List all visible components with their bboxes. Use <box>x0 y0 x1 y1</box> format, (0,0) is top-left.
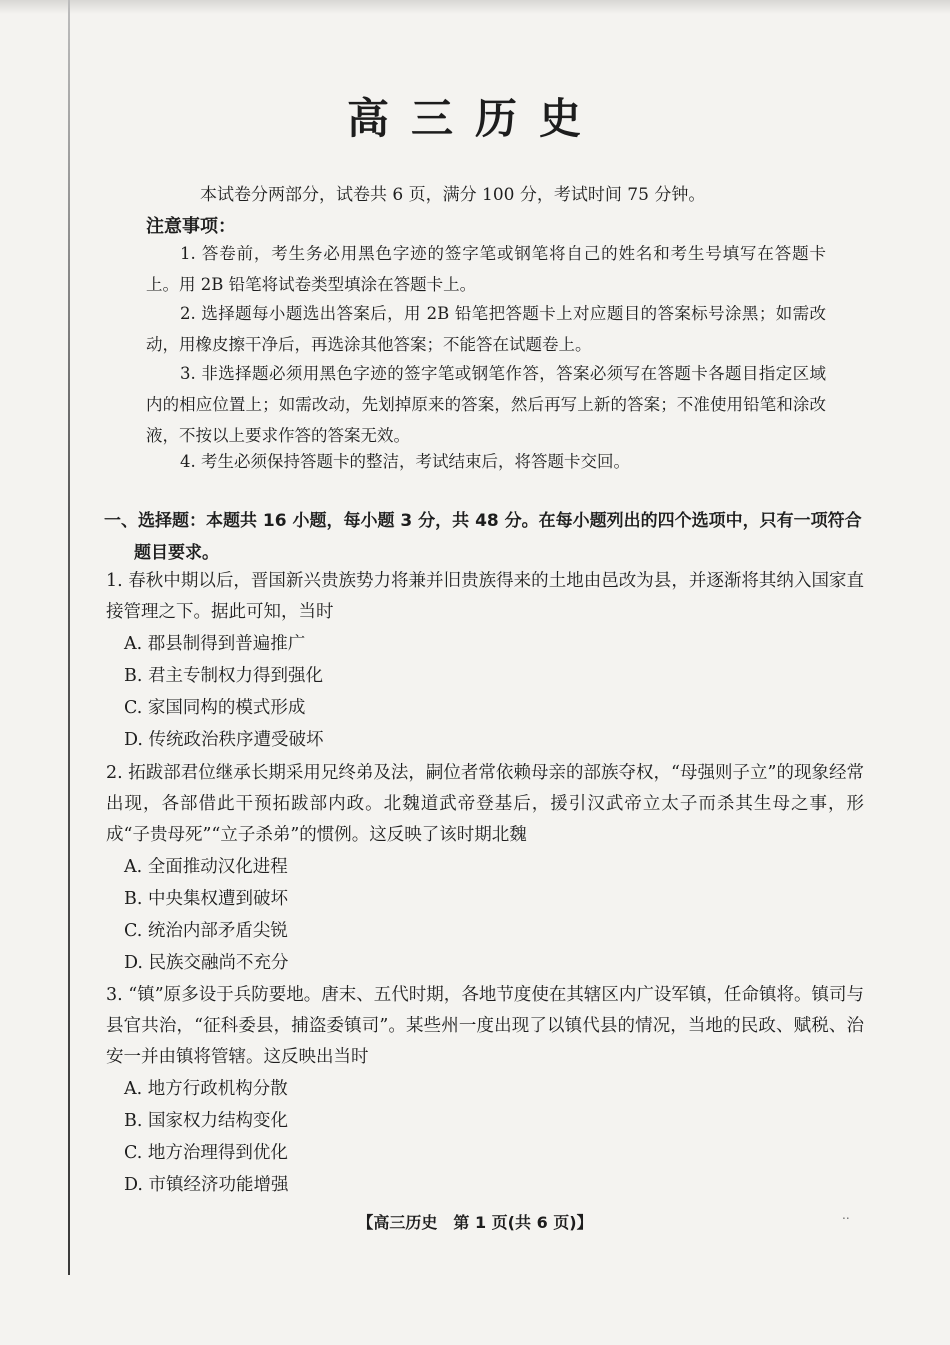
question-3-option-c: C. 地方治理得到优化 <box>124 1143 288 1163</box>
footer-mark: .. <box>842 1208 850 1222</box>
notes-heading: 注意事项： <box>146 216 236 237</box>
question-1-option-c: C. 家国同构的模式形成 <box>124 698 306 718</box>
exam-intro: 本试卷分两部分，试卷共 6 页，满分 100 分，考试时间 75 分钟。 <box>200 185 706 205</box>
question-3-option-a: A. 地方行政机构分散 <box>124 1079 288 1099</box>
scan-edge-top <box>0 0 950 14</box>
page-footer: 【高三历史 第 1 页(共 6 页)】 <box>357 1213 593 1232</box>
question-2-stem: 2. 拓跋部君位继承长期采用兄终弟及法，嗣位者常依赖母亲的部族夺权，“母强则子立”的现象经常出现，各部借此干预拓跋部内政。北魏道武帝登基后，援引汉武帝立太子而杀其生母之事，形成“子贵母死”“立子杀弟”的惯例。这反映了该时期北魏 <box>106 763 864 845</box>
scan-edge-left <box>68 0 70 1275</box>
question-3-option-b: B. 国家权力结构变化 <box>124 1111 288 1131</box>
note-item-3: 3. 非选择题必须用黑色字迹的签字笔或钢笔作答，答案必须写在答题卡各题目指定区域内的相应位置上；如需改动，先划掉原来的答案，然后再写上新的答案；不准使用铅笔和涂改液，不按以上要求作答的答案无效。 <box>146 364 826 445</box>
question-3-option-d: D. 市镇经济功能增强 <box>124 1175 289 1195</box>
question-1-option-d: D. 传统政治秩序遭受破坏 <box>124 730 324 750</box>
question-3-stem: 3. “镇”原多设于兵防要地。唐末、五代时期，各地节度使在其辖区内广设军镇，任命镇将。镇司与县官共治，“征科委县，捕盗委镇司”。某些州一度出现了以镇代县的情况，当地的民政、赋税、治安一并由镇将管辖。这反映出当时 <box>106 985 864 1067</box>
question-1-option-b: B. 君主专制权力得到强化 <box>124 666 323 686</box>
note-item-2: 2. 选择题每小题选出答案后，用 2B 铅笔把答题卡上对应题目的答案标号涂黑；如需改动，用橡皮擦干净后，再选涂其他答案；不能答在试题卷上。 <box>146 304 826 354</box>
page-title: 高三历史 <box>346 94 603 143</box>
question-2-option-a: A. 全面推动汉化进程 <box>124 857 288 877</box>
note-item-4: 4. 考生必须保持答题卡的整洁，考试结束后，将答题卡交回。 <box>180 452 630 471</box>
question-2-option-c: C. 统治内部矛盾尖锐 <box>124 921 288 941</box>
question-2-option-d: D. 民族交融尚不充分 <box>124 953 289 973</box>
question-2-option-b: B. 中央集权遭到破坏 <box>124 889 288 909</box>
section-header-line1: 一、选择题：本题共 16 小题，每小题 3 分，共 48 分。在每小题列出的四个选项中，只有一项符合 <box>104 511 862 531</box>
question-1-stem: 1. 春秋中期以后，晋国新兴贵族势力将兼并旧贵族得来的土地由邑改为县，并逐渐将其纳入国家直接管理之下。据此可知，当时 <box>106 571 864 622</box>
note-item-1: 1. 答卷前，考生务必用黑色字迹的签字笔或钢笔将自己的姓名和考生号填写在答题卡上。用 2B 铅笔将试卷类型填涂在答题卡上。 <box>146 244 826 294</box>
question-1-option-a: A. 郡县制得到普遍推广 <box>124 634 306 654</box>
section-header <box>104 505 864 569</box>
section-header-line2: 题目要求。 <box>134 543 219 563</box>
